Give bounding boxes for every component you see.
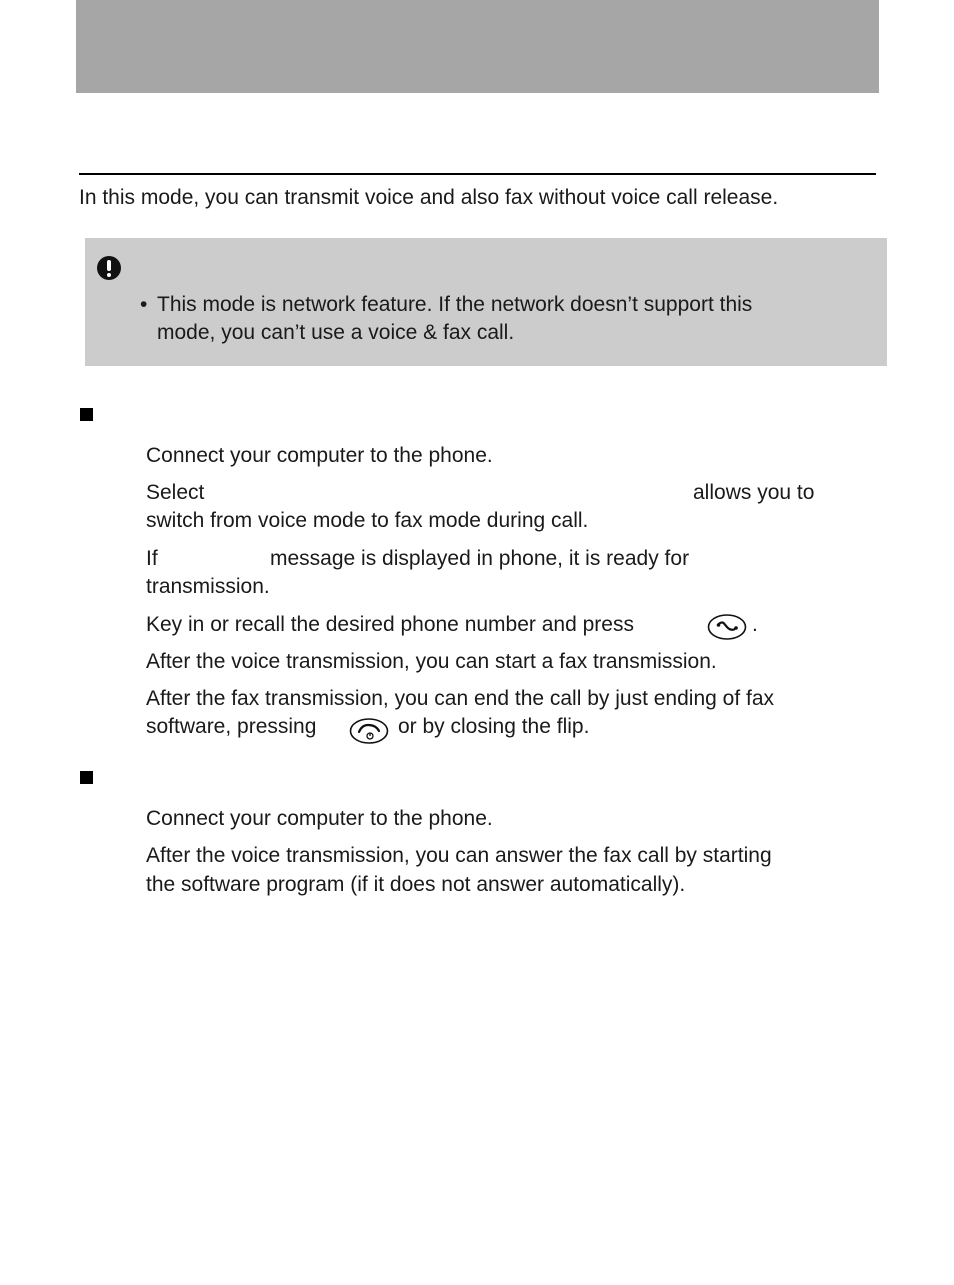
section-marker <box>80 408 93 421</box>
step-text: Select <box>146 481 205 504</box>
step-text: . <box>752 613 758 636</box>
step-text: After the voice transmission, you can answer the fax call by starting <box>146 844 772 867</box>
step-text: message is displayed in phone, it is ready for <box>270 547 690 570</box>
step-text: If <box>146 547 158 570</box>
step-text: software, pressing <box>146 715 317 738</box>
step-text: After the voice transmission, you can start a fax transmission. <box>146 650 717 673</box>
note-line: mode, you can’t use a voice & fax call. <box>157 321 515 344</box>
note-bullet: • <box>140 293 148 316</box>
send-key-icon <box>707 613 747 641</box>
note-text <box>157 291 857 347</box>
step-text: allows you to <box>693 481 815 504</box>
end-key-icon <box>349 717 389 745</box>
header-bar <box>76 0 879 93</box>
note-line: This mode is network feature. If the network doesn’t support this <box>157 293 753 316</box>
section-rule <box>79 173 876 175</box>
intro-text: In this mode, you can transmit voice and also fax without voice call release. <box>79 186 779 209</box>
step-text: or by closing the flip. <box>398 715 590 738</box>
step-text: switch from voice mode to fax mode during call. <box>146 509 589 532</box>
exclamation-icon <box>97 256 121 280</box>
section-marker <box>80 771 93 784</box>
step-text: Connect your computer to the phone. <box>146 444 493 467</box>
step-text: Connect your computer to the phone. <box>146 807 493 830</box>
step-text: Key in or recall the desired phone number and press <box>146 613 634 636</box>
step-text: the software program (if it does not answer automatically). <box>146 873 686 896</box>
step-text: After the fax transmission, you can end the call by just ending of fax <box>146 687 775 710</box>
step-text: transmission. <box>146 575 270 598</box>
